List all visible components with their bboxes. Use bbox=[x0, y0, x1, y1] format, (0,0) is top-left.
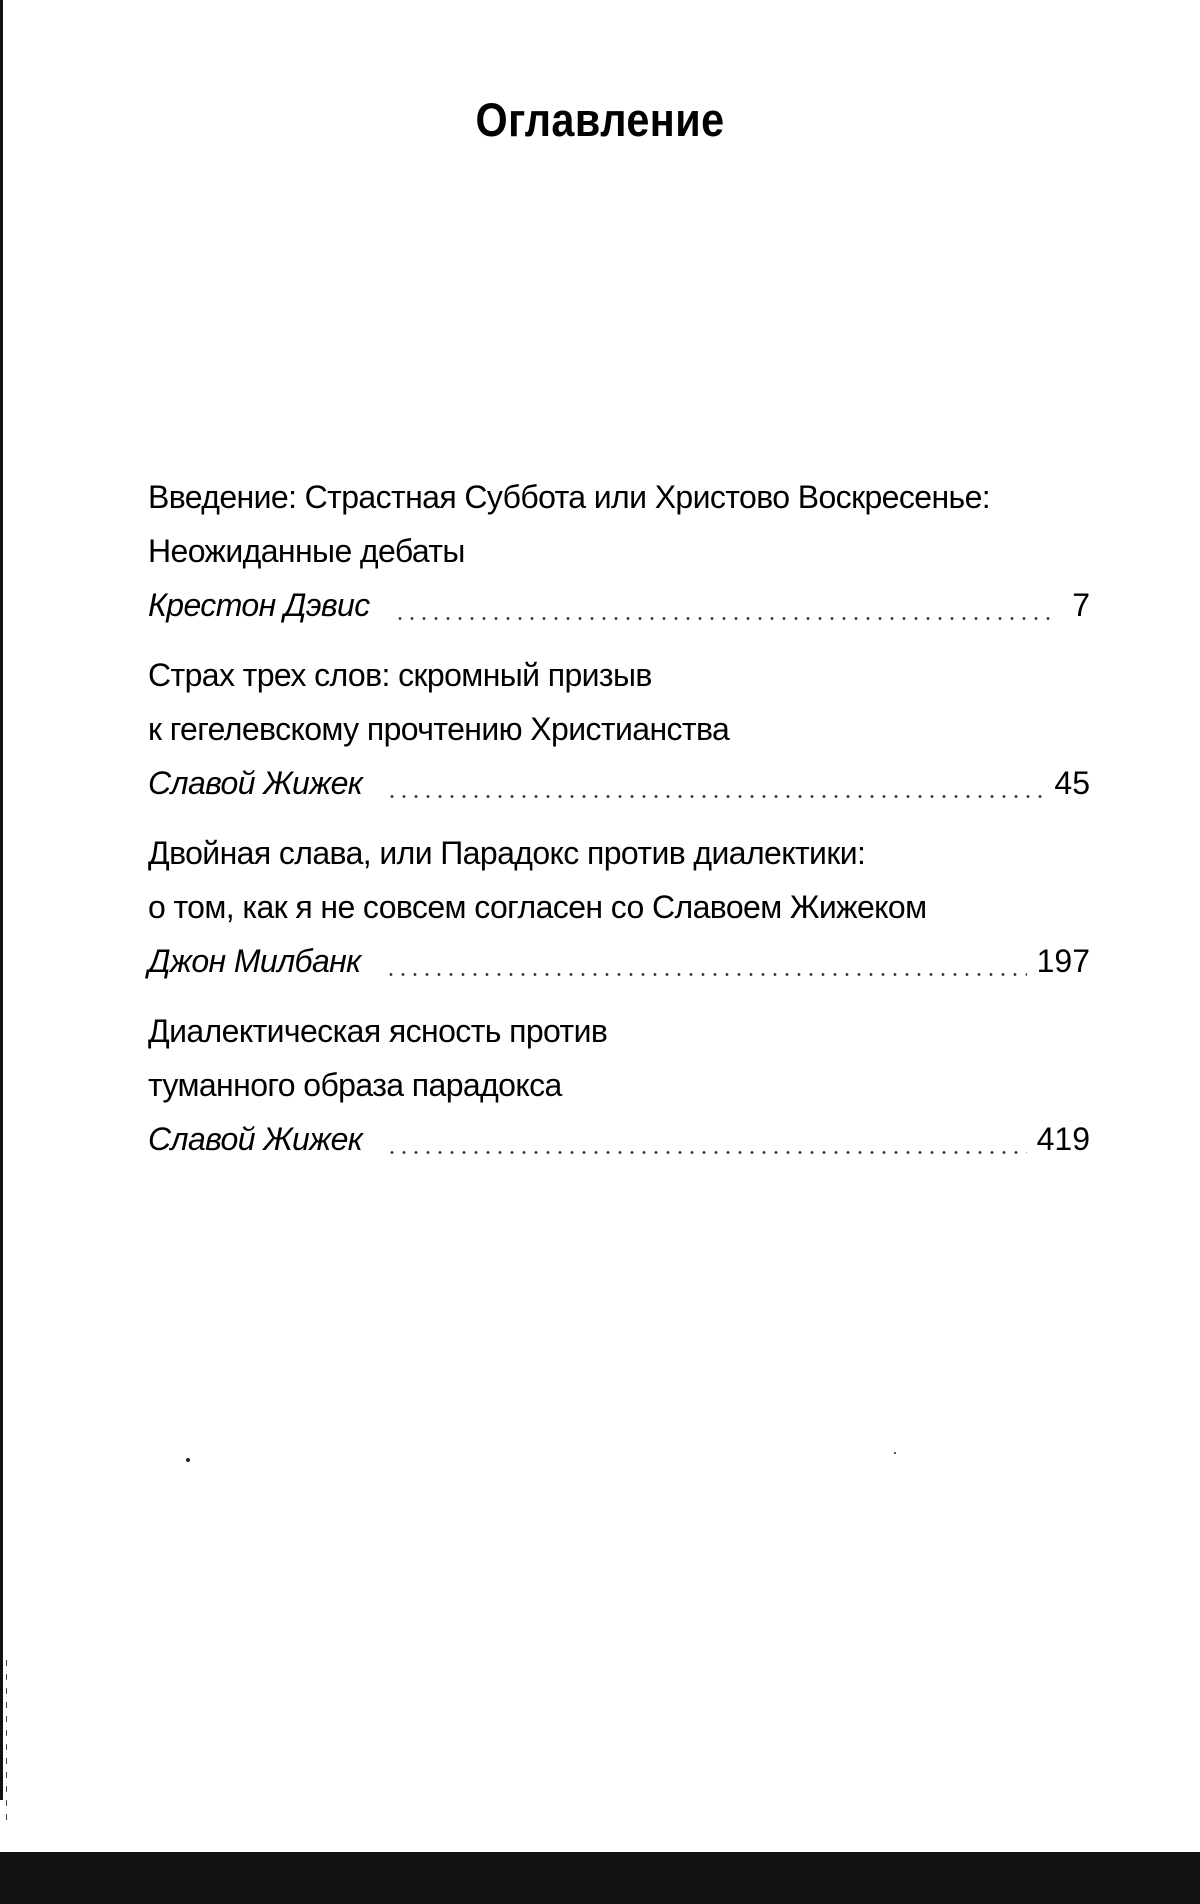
toc-dot-leader bbox=[385, 973, 1027, 976]
toc-entry-page-number: 45 bbox=[1054, 765, 1090, 801]
toc-entry[interactable] bbox=[148, 470, 1090, 632]
table-of-contents bbox=[148, 470, 1090, 1182]
toc-entry-author-row bbox=[148, 578, 1090, 632]
toc-entry-page-number: 419 bbox=[1036, 1121, 1090, 1157]
toc-dot-leader bbox=[386, 795, 1044, 798]
toc-dot-leader bbox=[386, 1151, 1026, 1154]
page-left-edge-mark bbox=[6, 1660, 7, 1820]
toc-entry-author-row bbox=[148, 756, 1090, 810]
toc-entry-author-row bbox=[148, 1112, 1090, 1166]
toc-entry-page-number: 7 bbox=[1072, 587, 1090, 623]
toc-entry-author: Славой Жижек bbox=[148, 765, 363, 801]
toc-entry-title-line: Двойная слава, или Парадокс против диалектики: bbox=[148, 835, 866, 871]
page-left-edge bbox=[0, 0, 3, 1800]
toc-entry-author: Джон Милбанк bbox=[148, 943, 361, 979]
toc-entry[interactable] bbox=[148, 826, 1090, 988]
scan-speck bbox=[186, 1458, 190, 1462]
toc-entry[interactable] bbox=[148, 648, 1090, 810]
page-title: Оглавление bbox=[475, 93, 725, 146]
toc-entry-title-line: Неожиданные дебаты bbox=[148, 533, 465, 569]
toc-entry-title-line: туманного образа парадокса bbox=[148, 1067, 562, 1103]
toc-entry-page-number: 197 bbox=[1036, 943, 1090, 979]
toc-entry[interactable] bbox=[148, 1004, 1090, 1166]
scan-speck bbox=[894, 1452, 896, 1454]
toc-entry-title-line: Страх трех слов: скромный призыв bbox=[148, 657, 652, 693]
toc-entry-author-row bbox=[148, 934, 1090, 988]
toc-entry-title-line: Диалектическая ясность против bbox=[148, 1013, 608, 1049]
toc-entry-title-line: Введение: Страстная Суббота или Христово Воскресенье: bbox=[148, 479, 991, 515]
toc-entry-title-line: о том, как я не совсем согласен со Славоем Жижеком bbox=[148, 889, 927, 925]
toc-dot-leader bbox=[394, 617, 1050, 620]
toc-entry-author: Славой Жижек bbox=[148, 1121, 363, 1157]
toc-entry-author: Крестон Дэвис bbox=[148, 587, 370, 623]
toc-entry-title-line: к гегелевскому прочтению Христианства bbox=[148, 711, 730, 747]
page-bottom-border bbox=[0, 1852, 1200, 1904]
